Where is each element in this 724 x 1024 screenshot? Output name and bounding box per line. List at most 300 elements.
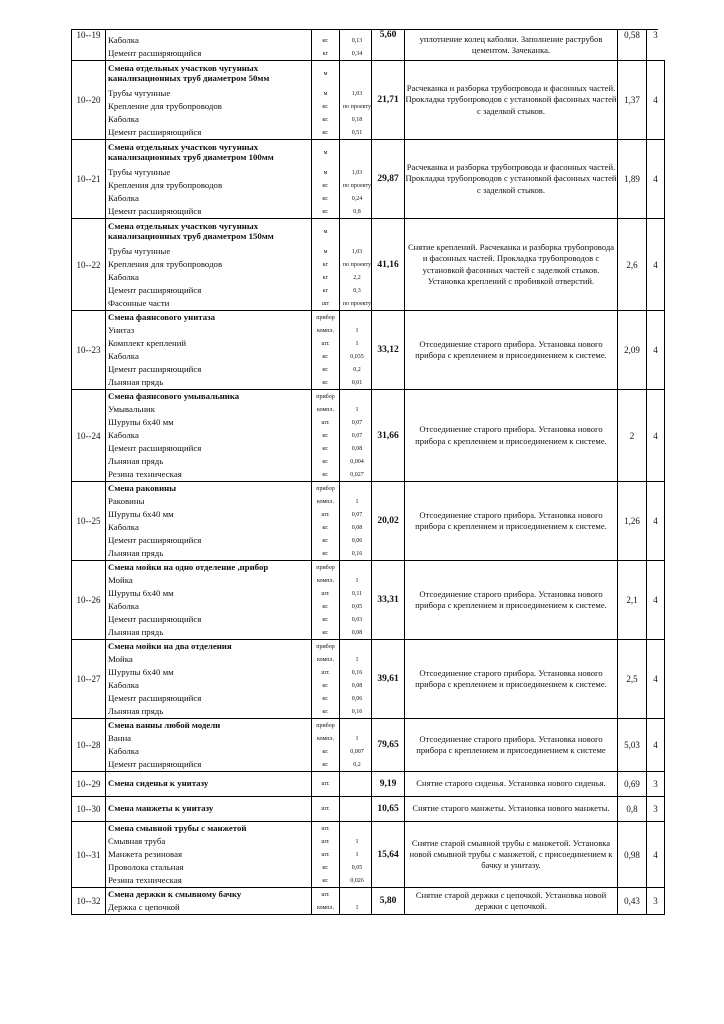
resource-qty: 0,08	[340, 442, 375, 455]
resource-name: Цемент расширяющийся	[108, 284, 202, 295]
resource-qty: 0,24	[340, 192, 375, 205]
norm-row	[72, 390, 665, 482]
resource-name: Мойка	[108, 574, 133, 585]
resource-unit: прибор	[312, 390, 340, 403]
resource-list	[106, 140, 374, 218]
resource-unit: кг	[312, 47, 340, 60]
norm-grade: 3	[647, 888, 665, 915]
resource-row	[106, 495, 374, 508]
resource-row	[106, 745, 374, 758]
norm-grade: 4	[647, 311, 665, 390]
norm-title-row	[106, 888, 374, 901]
resource-name: Цемент расширяющийся	[108, 126, 202, 137]
resource-name: Трубы чугунные	[108, 245, 171, 256]
resource-qty: 2,2	[340, 271, 375, 284]
resource-unit: компл.	[312, 324, 340, 337]
resource-unit: кг.	[312, 455, 340, 468]
norm-items	[106, 311, 372, 390]
norm-time: 2,09	[618, 311, 647, 390]
resource-unit: кг.	[312, 350, 340, 363]
norm-grade: 3	[647, 797, 665, 822]
norm-cost: 39,61	[372, 640, 405, 719]
resource-qty: 1	[340, 732, 375, 745]
norm-description: Снятие креплений. Расчеканка и разборка трубопровода и фасонных частей. Прокладка трубопроводов с установкой фасонных частей с заделкой стыков. Установка креплений с пробивкой отверстий.	[405, 219, 618, 311]
norm-cost: 5,60	[372, 30, 405, 61]
norm-grade: 4	[647, 140, 665, 219]
norm-items	[106, 390, 372, 482]
resource-row	[106, 113, 374, 126]
resource-name: Резина техническая	[108, 468, 182, 479]
norm-title: Смена ванны любой модели	[108, 719, 221, 730]
norm-row	[72, 822, 665, 888]
norm-code: 10--31	[72, 822, 106, 888]
resource-row	[106, 100, 374, 113]
resource-qty: 0,05	[340, 861, 375, 874]
resource-unit: кг.	[312, 679, 340, 692]
resource-name: Шурупы 6х40 мм	[108, 416, 174, 427]
resource-name: Крепления для трубопроводов	[108, 258, 223, 269]
resource-row	[106, 297, 374, 310]
resource-row	[106, 179, 374, 192]
norm-title: Смена сиденья к унитазу	[108, 778, 209, 789]
resource-qty	[340, 888, 375, 901]
norm-items	[106, 888, 372, 915]
resource-row	[106, 901, 374, 914]
norm-code: 10--27	[72, 640, 106, 719]
resource-row	[106, 376, 374, 389]
norm-items	[106, 640, 372, 719]
norm-items	[106, 772, 372, 797]
resource-list	[106, 219, 374, 310]
resource-unit: прибор	[312, 640, 340, 653]
resource-row	[106, 363, 374, 376]
resource-name: Манжета резиновая	[108, 848, 183, 859]
resource-qty: 0,007	[340, 745, 375, 758]
resource-name: Каболка	[108, 350, 139, 361]
resource-row	[106, 284, 374, 297]
resource-list	[106, 61, 374, 139]
resource-name: Каболка	[108, 745, 139, 756]
norm-items	[106, 140, 372, 219]
resource-name: Льняная прядь	[108, 455, 164, 466]
resource-qty: 0,026	[340, 874, 375, 887]
resource-row	[106, 337, 374, 350]
resource-qty: 0,08	[340, 626, 375, 639]
norm-title-row	[106, 140, 374, 166]
norm-time: 1,89	[618, 140, 647, 219]
resource-name: Льняная прядь	[108, 705, 164, 716]
norm-title-row	[106, 219, 374, 245]
resource-qty: 0,07	[340, 429, 375, 442]
resource-unit: кг.	[312, 874, 340, 887]
resource-qty: 0,05	[340, 600, 375, 613]
resource-row	[106, 258, 374, 271]
resource-qty: 0,03	[340, 613, 375, 626]
resource-row	[106, 666, 374, 679]
resource-row	[106, 126, 374, 139]
resource-qty: 1	[340, 403, 375, 416]
norm-title: Смена раковины	[108, 482, 177, 493]
resource-unit: кг.	[312, 34, 340, 47]
norm-grade: 3	[647, 30, 659, 61]
norms-table	[71, 60, 665, 915]
norm-row	[72, 640, 665, 719]
resource-name: Каболка	[108, 679, 139, 690]
norm-time: 2,5	[618, 640, 647, 719]
partial-row-clip	[71, 0, 658, 60]
resource-name: Цемент расширяющийся	[108, 205, 202, 216]
resource-unit: шт.	[312, 587, 340, 600]
resource-name: Унитаз	[108, 324, 135, 335]
norm-title-row	[106, 822, 374, 835]
resource-unit: кг.	[312, 205, 340, 218]
resource-unit: кг.	[312, 126, 340, 139]
resource-name: Комплект креплений	[108, 337, 187, 348]
norm-time: 0,69	[618, 772, 647, 797]
resource-unit: компл.	[312, 495, 340, 508]
resource-row	[106, 653, 374, 666]
resource-name: Шурупы 6х40 мм	[108, 508, 174, 519]
resource-unit: кг.	[312, 705, 340, 718]
norm-description: Снятие старой смывной трубы с манжетой. Установка новой смывной трубы с манжетой, с присоединением к бачку и унитазу.	[405, 822, 618, 888]
resource-unit: шт.	[312, 508, 340, 521]
norm-description: Отсоединение старого прибора. Установка нового прибора с креплением и присоединением к системе.	[405, 311, 618, 390]
resource-unit: прибор	[312, 311, 340, 324]
resource-unit: компл.	[312, 901, 340, 914]
resource-qty: 0,18	[340, 113, 375, 126]
resource-qty: 1	[340, 901, 375, 914]
resource-unit: кг.	[312, 758, 340, 771]
resource-unit: прибор	[312, 561, 340, 574]
resource-qty: по проекту	[340, 258, 375, 271]
resource-qty: 0,035	[340, 350, 375, 363]
resource-list	[106, 311, 374, 389]
resource-unit: кг.	[312, 521, 340, 534]
norm-items	[106, 61, 372, 140]
norm-title-row	[106, 561, 374, 574]
norm-code: 10--21	[72, 140, 106, 219]
norm-title: Смена отдельных участков чугунных канализационных труб диаметром 100мм	[108, 142, 274, 162]
norm-time: 0,98	[618, 822, 647, 888]
norm-grade: 4	[647, 390, 665, 482]
resource-qty: 0,11	[340, 587, 375, 600]
resource-name: Льняная прядь	[108, 376, 164, 387]
resource-unit: кг.	[312, 547, 340, 560]
resource-unit: м	[312, 87, 340, 100]
resource-name: Каболка	[108, 34, 139, 45]
resource-unit: компл.	[312, 653, 340, 666]
resource-name: Крепление для трубопроводов	[108, 100, 222, 111]
resource-qty	[340, 390, 375, 403]
resource-qty: 0,027	[340, 468, 375, 481]
resource-qty	[340, 772, 375, 796]
norm-description: Отсоединение старого прибора. Установка нового прибора с креплением и присоединением к системе.	[405, 390, 618, 482]
resource-qty: 1,03	[340, 166, 375, 179]
resource-row	[106, 403, 374, 416]
norm-title-row	[106, 772, 374, 796]
resource-unit: шт	[312, 297, 340, 310]
resource-unit: шт.	[312, 797, 340, 821]
resource-qty: 0,07	[340, 416, 375, 429]
norm-description: Расчеканка и разборка трубопровода и фасонных частей. Прокладка трубопроводов с установкой фасонных частей с заделкой стыков.	[405, 140, 618, 219]
resource-unit: кг	[312, 284, 340, 297]
resource-name: Цемент расширяющийся	[108, 692, 202, 703]
resource-unit: кг.	[312, 363, 340, 376]
resource-qty: 1	[340, 324, 375, 337]
resource-qty	[340, 61, 375, 87]
norm-grade: 4	[647, 640, 665, 719]
resource-row	[106, 455, 374, 468]
resource-row	[106, 271, 374, 284]
resource-row	[106, 468, 374, 481]
resource-row	[106, 47, 374, 60]
norm-cost: 10,65	[372, 797, 405, 822]
norm-description: Отсоединение старого прибора. Установка нового прибора с креплением и присоединением к системе.	[405, 561, 618, 640]
resource-qty: 0,3	[340, 284, 375, 297]
resource-list	[106, 822, 374, 887]
resource-row	[106, 626, 374, 639]
norm-code: 10--26	[72, 561, 106, 640]
resource-qty: 0,004	[340, 455, 375, 468]
resource-unit: шт.	[312, 666, 340, 679]
resource-row	[106, 600, 374, 613]
norm-items	[106, 561, 372, 640]
resource-qty: 0,08	[340, 521, 375, 534]
norm-time: 2	[618, 390, 647, 482]
norm-title: Смена фаянсового умывальника	[108, 390, 240, 401]
resource-qty	[340, 719, 375, 732]
resource-name: Цемент расширяющийся	[108, 442, 202, 453]
norm-time: 0,58	[618, 30, 647, 61]
resource-name: Каболка	[108, 600, 139, 611]
norm-title-row	[106, 719, 374, 732]
resource-qty: 0,51	[340, 126, 375, 139]
resource-name: Трубы чугунные	[108, 87, 171, 98]
partial-norm-table	[71, 29, 658, 60]
norm-time: 1,37	[618, 61, 647, 140]
norm-row	[72, 482, 665, 561]
norm-items	[106, 219, 372, 311]
resource-unit: кг.	[312, 100, 340, 113]
resource-name: Раковины	[108, 495, 145, 506]
resource-qty: 1	[340, 848, 375, 861]
resource-unit: шт.	[312, 337, 340, 350]
resource-row	[106, 758, 374, 771]
resource-row	[106, 205, 374, 218]
resource-unit: прибор	[312, 482, 340, 495]
resource-row	[106, 692, 374, 705]
resource-unit: кг.	[312, 600, 340, 613]
resource-qty: по проекту	[340, 297, 375, 310]
resource-name: Каболка	[108, 429, 139, 440]
resource-name: Льняная прядь	[108, 626, 164, 637]
resource-qty	[340, 822, 375, 835]
resource-row	[106, 192, 374, 205]
resource-unit: кг.	[312, 692, 340, 705]
resource-unit: компл.	[312, 732, 340, 745]
resource-qty: 0,16	[340, 705, 375, 718]
resource-name: Проволока стальная	[108, 861, 184, 872]
norm-row	[72, 311, 665, 390]
norm-items	[106, 482, 372, 561]
resource-qty: 0,2	[340, 758, 375, 771]
resource-name: Мойка	[108, 653, 133, 664]
resource-name: Каболка	[108, 521, 139, 532]
resource-unit: кг.	[312, 745, 340, 758]
resource-name: Цемент расширяющийся	[108, 363, 202, 374]
resource-row	[106, 574, 374, 587]
resource-list	[106, 561, 374, 639]
resource-row	[106, 34, 374, 47]
norm-cost: 41,16	[372, 219, 405, 311]
resource-qty: 0,06	[340, 692, 375, 705]
resource-row	[106, 861, 374, 874]
resource-name: Крепления для трубопроводов	[108, 179, 223, 190]
resource-unit: м	[312, 140, 340, 166]
norm-grade: 4	[647, 219, 665, 311]
resource-unit: компл.	[312, 403, 340, 416]
resource-row	[106, 416, 374, 429]
resource-qty: 1	[340, 835, 375, 848]
resource-name: Шурупы 6х40 мм	[108, 666, 174, 677]
norm-cost: 29,87	[372, 140, 405, 219]
resource-list	[106, 30, 374, 60]
resource-unit: шт.	[312, 772, 340, 796]
norm-title: Смена манжеты к унитазу	[108, 803, 214, 814]
norm-items	[106, 822, 372, 888]
norm-description: Отсоединение старого прибора. Установка нового прибора с креплением и присоединением к системе.	[405, 640, 618, 719]
norm-cost: 5,80	[372, 888, 405, 915]
resource-name: Каболка	[108, 271, 139, 282]
resource-unit: шт.	[312, 848, 340, 861]
norm-title-row	[106, 640, 374, 653]
resource-unit: кг.	[312, 534, 340, 547]
norm-description: Отсоединение старого прибора. Установка нового прибора с креплением и присоединением к системе	[405, 719, 618, 772]
norm-description: уплотнение колец каболки. Заполнение раструбов цементом. Зачеканка.	[405, 30, 618, 61]
resource-name: Ванна	[108, 732, 132, 743]
norm-items	[106, 30, 372, 61]
norm-grade: 4	[647, 482, 665, 561]
resource-row	[106, 874, 374, 887]
resource-row	[106, 547, 374, 560]
resource-row	[106, 324, 374, 337]
resource-qty: по проекту	[340, 179, 375, 192]
norm-row	[72, 219, 665, 311]
norm-row	[72, 140, 665, 219]
resource-unit: кг.	[312, 626, 340, 639]
norm-row	[72, 561, 665, 640]
resource-unit: кг.	[312, 376, 340, 389]
norm-title-row	[106, 61, 374, 87]
norm-code: 10--22	[72, 219, 106, 311]
norm-grade: 4	[647, 561, 665, 640]
resource-qty: 0,2	[340, 363, 375, 376]
norm-grade: 3	[647, 772, 665, 797]
resource-row	[106, 732, 374, 745]
norm-title-row	[106, 482, 374, 495]
resource-unit: кг	[312, 258, 340, 271]
norm-code: 10--30	[72, 797, 106, 822]
resource-row	[106, 587, 374, 600]
resource-qty: 1,03	[340, 87, 375, 100]
norm-code: 10--25	[72, 482, 106, 561]
resource-unit: кг.	[312, 468, 340, 481]
resource-qty: 1,03	[340, 245, 375, 258]
resource-qty: 1	[340, 653, 375, 666]
resource-name: Держка с цепочкой	[108, 901, 180, 912]
resource-list	[106, 390, 374, 481]
resource-qty: 0,06	[340, 534, 375, 547]
norm-description: Расчеканка и разборка трубопровода и фасонных частей. Прокладка трубопроводов с установкой фасонных частей с заделкой стыков.	[405, 61, 618, 140]
resource-unit: кг.	[312, 861, 340, 874]
resource-list	[106, 797, 374, 821]
norm-row	[72, 61, 665, 140]
resource-row	[106, 429, 374, 442]
resource-qty	[340, 561, 375, 574]
resource-qty: 0,16	[340, 547, 375, 560]
norm-time: 2,6	[618, 219, 647, 311]
resource-row	[106, 679, 374, 692]
norm-time: 1,26	[618, 482, 647, 561]
norm-description: Снятие старой держки с цепочкой. Установка новой держки с цепочкой.	[405, 888, 618, 915]
resource-qty: 0,13	[340, 34, 375, 47]
norm-cost: 79,65	[372, 719, 405, 772]
resource-row	[106, 350, 374, 363]
norm-title-row	[106, 390, 374, 403]
norm-cost: 20,02	[372, 482, 405, 561]
resource-unit: кг.	[312, 442, 340, 455]
resource-row	[106, 613, 374, 626]
resource-unit: м	[312, 219, 340, 245]
resource-row	[106, 521, 374, 534]
norm-title: Смена фаянсового унитаза	[108, 311, 216, 322]
norm-title-row	[106, 311, 374, 324]
resource-qty: 1	[340, 574, 375, 587]
resource-row	[106, 835, 374, 848]
norm-cost: 15,64	[372, 822, 405, 888]
norm-code: 10--20	[72, 61, 106, 140]
resource-row	[106, 508, 374, 521]
norm-title: Смена мойки на одно отделение ,прибор	[108, 561, 269, 572]
resource-row	[106, 245, 374, 258]
resource-name: Цемент расширяющийся	[108, 534, 202, 545]
resource-name: Цемент расширяющийся	[108, 758, 202, 769]
norm-title: Смена смывной трубы с манжетой	[108, 822, 247, 833]
resource-qty	[340, 219, 375, 245]
resource-name: Смывная труба	[108, 835, 166, 846]
resource-qty: 0,01	[340, 376, 375, 389]
resource-list	[106, 640, 374, 718]
norm-items	[106, 797, 372, 822]
resource-list	[106, 888, 374, 914]
resource-name: Умывальник	[108, 403, 156, 414]
norm-grade: 4	[647, 61, 665, 140]
resource-unit: шт.	[312, 416, 340, 429]
resource-qty: 0,07	[340, 508, 375, 521]
norms-page	[71, 60, 658, 915]
resource-unit: прибор	[312, 719, 340, 732]
resource-qty	[340, 140, 375, 166]
resource-qty: 0,8	[340, 205, 375, 218]
resource-unit: шт.	[312, 822, 340, 835]
resource-qty: 1	[340, 495, 375, 508]
resource-unit: кг.	[312, 192, 340, 205]
norm-title: Смена держки к смывному бачку	[108, 888, 242, 899]
resource-list	[106, 719, 374, 771]
norm-cost: 31,66	[372, 390, 405, 482]
norm-cost: 33,31	[372, 561, 405, 640]
norm-description: Снятие старого манжеты. Установка нового манжеты.	[405, 797, 618, 822]
